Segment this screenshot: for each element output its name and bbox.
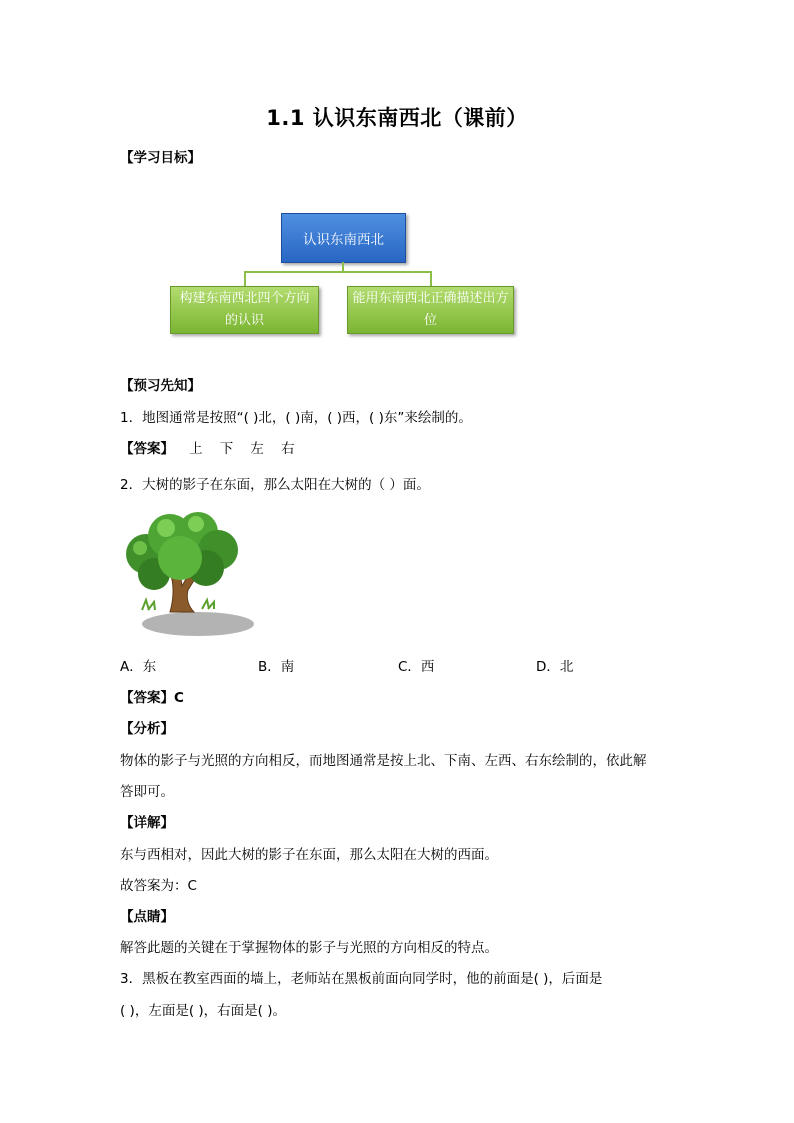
option-a: A．东 — [120, 659, 157, 675]
page-title: 1.1 认识东南西北（课前） — [266, 106, 528, 130]
connector-left — [244, 271, 246, 286]
goals-heading: 【学习目标】 — [120, 150, 201, 166]
answer-1 — [120, 437, 295, 457]
tip-heading: 【点睛】 — [120, 909, 174, 925]
tree-image — [118, 510, 258, 638]
analysis-line-2: 答即可。 — [120, 784, 174, 800]
detail-heading: 【详解】 — [120, 815, 174, 831]
tree-canopy — [126, 512, 238, 590]
detail-line-2: 故答案为：C — [120, 878, 197, 894]
question-1: 1．地图通常是按照“( )北，( )南，( )西，( )东”来绘制的。 — [120, 410, 472, 426]
mindmap-left-node: 构建东南西北四个方向的认识 — [170, 286, 319, 334]
analysis-heading: 【分析】 — [120, 721, 174, 737]
option-b: B．南 — [258, 659, 295, 675]
option-c: C．西 — [398, 659, 435, 675]
question-2: 2．大树的影子在东面，那么太阳在大树的（ ）面。 — [120, 477, 430, 493]
connector-horizontal — [244, 271, 432, 273]
option-d: D．北 — [536, 659, 574, 675]
preview-heading: 【预习先知】 — [120, 378, 201, 394]
tip-line: 解答此题的关键在于掌握物体的影子与光照的方向相反的特点。 — [120, 940, 498, 956]
mindmap-root: 认识东南西北 — [281, 213, 406, 263]
answer-1-value: 上 下 左 右 — [189, 441, 295, 457]
tree-shadow — [142, 612, 254, 636]
mindmap-right-node: 能用东南西北正确描述出方位 — [347, 286, 514, 334]
answer-2: 【答案】C — [120, 690, 184, 706]
connector-right — [430, 271, 432, 286]
detail-line-1: 东与西相对，因此大树的影子在东面，那么太阳在大树的西面。 — [120, 847, 498, 863]
answer-label: 【答案】 — [120, 441, 174, 457]
question-3-line-2: ( )，左面是( )，右面是( )。 — [120, 1003, 286, 1019]
question-3-line-1: 3．黑板在教室西面的墙上，老师站在黑板前面向同学时，他的前面是( )，后面是 — [120, 971, 603, 987]
analysis-line-1: 物体的影子与光照的方向相反，而地图通常是按上北、下南、左西、右东绘制的，依此解 — [120, 753, 647, 769]
